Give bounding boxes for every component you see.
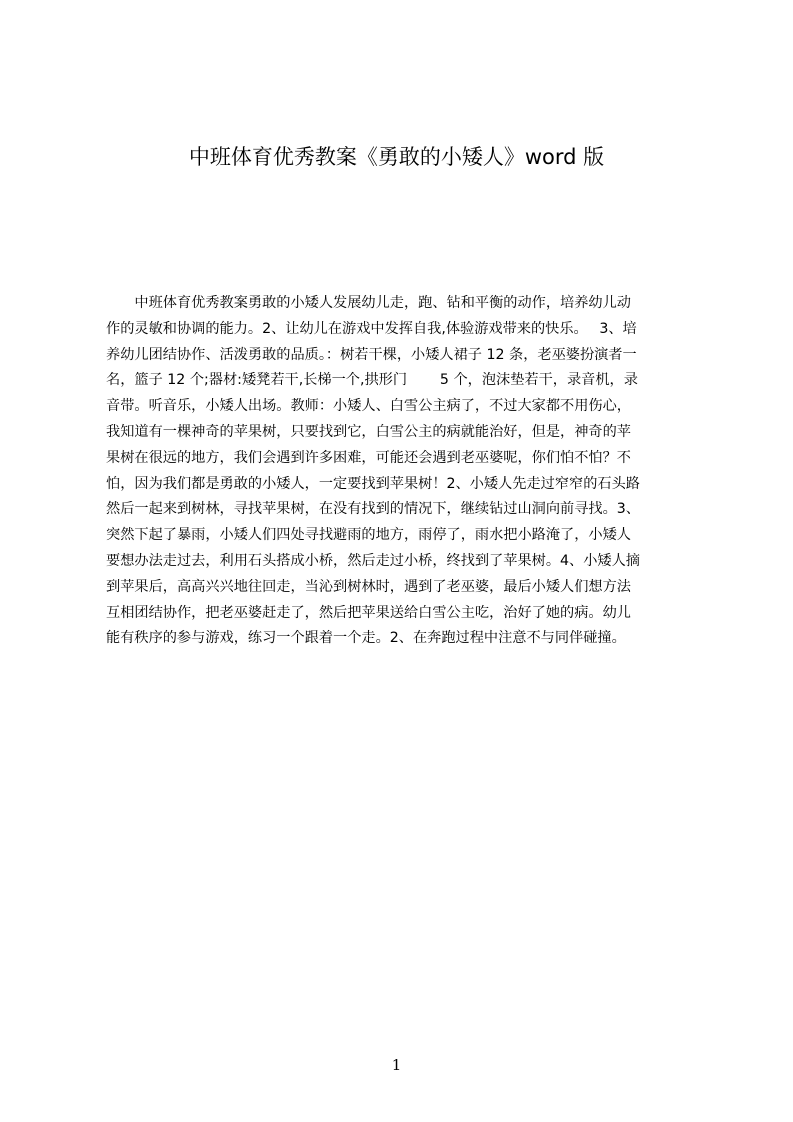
body-line: 互相团结协作，把老巫婆赶走了，然后把苹果送给白雪公主吃，治好了她的病。幼儿 [106,604,631,621]
document-title: 中班体育优秀教案《勇敢的小矮人》word 版 [188,145,605,169]
page-number: 1 [391,1056,402,1074]
body-line: 我知道有一棵神奇的苹果树，只要找到它，白雪公主的病就能治好，但是，神奇的苹 [106,423,631,440]
body-paragraph [106,291,698,652]
body-line: 要想办法走过去，利用石头搭成小桥，然后走过小桥，终找到了苹果树。4、小矮人摘 [106,552,640,569]
body-line: 到苹果后，高高兴兴地往回走，当沁到树林时，遇到了老巫婆，最后小矮人们想方法 [106,578,631,595]
body-line: 养幼儿团结协作、活泼勇敢的品质。：树若干棵，小矮人裙子 12 条，老巫婆扮演者一 [106,346,637,363]
body-line: 能有秩序的参与游戏，练习一个跟着一个走。2、在奔跑过程中注意不与同伴碰撞。 [106,630,626,647]
body-line: 中班体育优秀教案勇敢的小矮人发展幼儿走，跑、钻和平衡的动作，培养幼儿动 [106,295,631,311]
body-line: 突然下起了暴雨，小矮人们四处寻找避雨的地方，雨停了，雨水把小路淹了，小矮人 [106,527,631,544]
body-line: 果树在很远的地方，我们会遇到许多困难，可能还会遇到老巫婆呢，你们怕不怕？不 [106,449,631,466]
body-line: 然后一起来到树林，寻找苹果树，在没有找到的情况下，继续钻过山洞向前寻找。3、 [106,501,640,518]
body-line: 怕，因为我们都是勇敢的小矮人，一定要找到苹果树！2、小矮人先走过窄窄的石头路 [106,475,640,492]
body-line: 名，篮子 12 个;器材:矮凳若干,长梯一个,拱形门 5 个，泡沫垫若干，录音机，录 [106,372,638,389]
body-line: 作的灵敏和协调的能力。2、让幼儿在游戏中发挥自我,体验游戏带来的快乐。 3、培 [106,320,637,337]
body-line: 音带。听音乐，小矮人出场。教师：小矮人、白雪公主病了，不过大家都不用伤心， [106,398,631,415]
